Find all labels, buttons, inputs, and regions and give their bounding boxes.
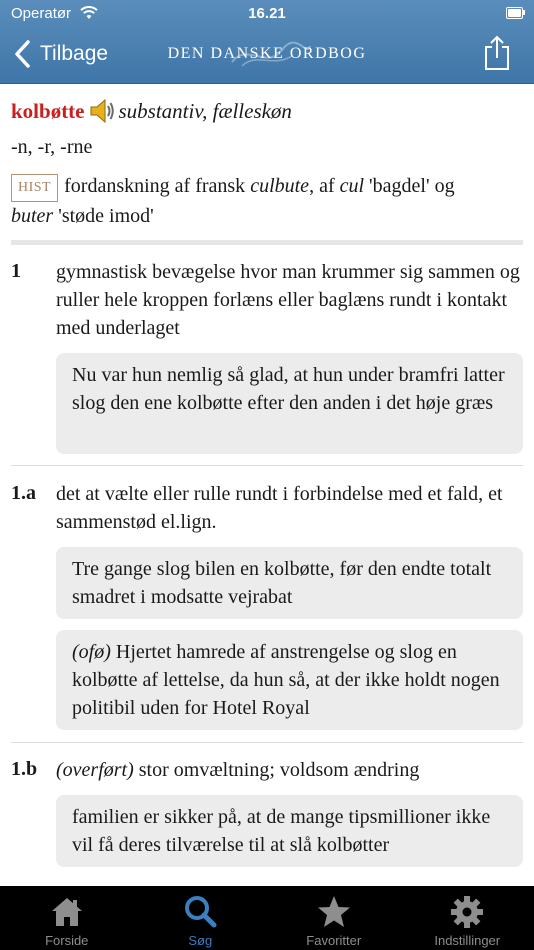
entry-content[interactable] [0, 84, 534, 886]
headword: kolbøtte [11, 98, 85, 123]
example-box [56, 795, 523, 867]
sense-definition: gymnastisk bevægelse hvor man krummer sig sammen og ruller hele kroppen forlæns eller baglæns rundt i kontakt med underlaget [56, 261, 520, 339]
hist-badge: HIST [11, 174, 58, 202]
share-icon[interactable] [482, 34, 512, 72]
search-icon [182, 894, 218, 930]
back-button-label: Tilbage [40, 42, 109, 65]
clock: 16.21 [248, 5, 286, 22]
tab-sog[interactable] [134, 886, 268, 950]
battery-icon [506, 7, 526, 19]
etymology-term: cul [339, 175, 365, 197]
speaker-icon[interactable] [89, 96, 115, 126]
divider [11, 465, 523, 466]
example-text: Tre gange slog bilen en kolbøtte, før den endte totalt smadret i modsatte vejrabat [72, 558, 492, 608]
etymology [11, 172, 521, 230]
etymology-term: buter [11, 205, 54, 227]
carrier-label: Operatør [11, 5, 72, 22]
star-icon [316, 894, 352, 930]
gear-icon [449, 894, 485, 930]
app-title-text: DEN DANSKE ORDBOG [167, 45, 367, 62]
etymology-text: , af [309, 175, 340, 197]
sense-definition: det at vælte eller rulle rundt i forbindelse med et fald, et sammenstød el.lign. [56, 483, 503, 533]
tab-favoritter[interactable] [267, 886, 401, 950]
example-box [56, 353, 523, 454]
sense-definition-text: stor omvæltning; voldsom ændring [133, 759, 420, 781]
navigation-bar [0, 0, 534, 84]
tab-forside[interactable] [0, 886, 134, 950]
tab-label: Søg [188, 933, 213, 948]
sense-number: 1 [11, 260, 21, 282]
etymology-text: fordanskning af fransk [64, 175, 251, 197]
word-class: substantiv, fælleskøn [118, 98, 292, 123]
etymology-text: 'bagdel' og [364, 175, 455, 197]
status-bar [0, 0, 534, 28]
house-icon [49, 894, 85, 930]
tab-label: Indstillinger [434, 933, 501, 948]
example-box [56, 630, 523, 730]
divider [11, 240, 523, 245]
chevron-left-icon [12, 39, 34, 69]
usage-label: (overført) [56, 759, 134, 781]
etymology-term: culbute [250, 175, 310, 197]
usage-label: (ofø) [72, 641, 111, 663]
example-text: Nu var hun nemlig så glad, at hun under bramfri latter slog den ene kolbøtte efter den anden i det høje græs [72, 364, 505, 414]
divider [11, 742, 523, 743]
tab-label: Forside [45, 933, 89, 948]
etymology-text: 'støde imod' [53, 205, 154, 227]
tab-label: Favoritter [306, 933, 362, 948]
sense-number: 1.a [11, 482, 36, 504]
example-box [56, 547, 523, 619]
entry-header [11, 96, 292, 126]
sense-number: 1.b [11, 758, 38, 780]
app-title [140, 36, 394, 74]
tab-indstillinger[interactable] [401, 886, 534, 950]
back-button[interactable] [12, 38, 108, 70]
example-text: Hjertet hamrede af anstrengelse og slog en kolbøtte af lettelse, da hun så, at der ikke holdt nogen politibil uden for Hotel Royal [72, 641, 500, 719]
inflection: -n, -r, -rne [11, 136, 93, 158]
tab-bar [0, 886, 534, 950]
sense-definition [56, 756, 522, 784]
example-text: familien er sikker på, at de mange tipsmillioner ikke vil få deres tilværelse til at slå kolbøtter [72, 806, 491, 856]
